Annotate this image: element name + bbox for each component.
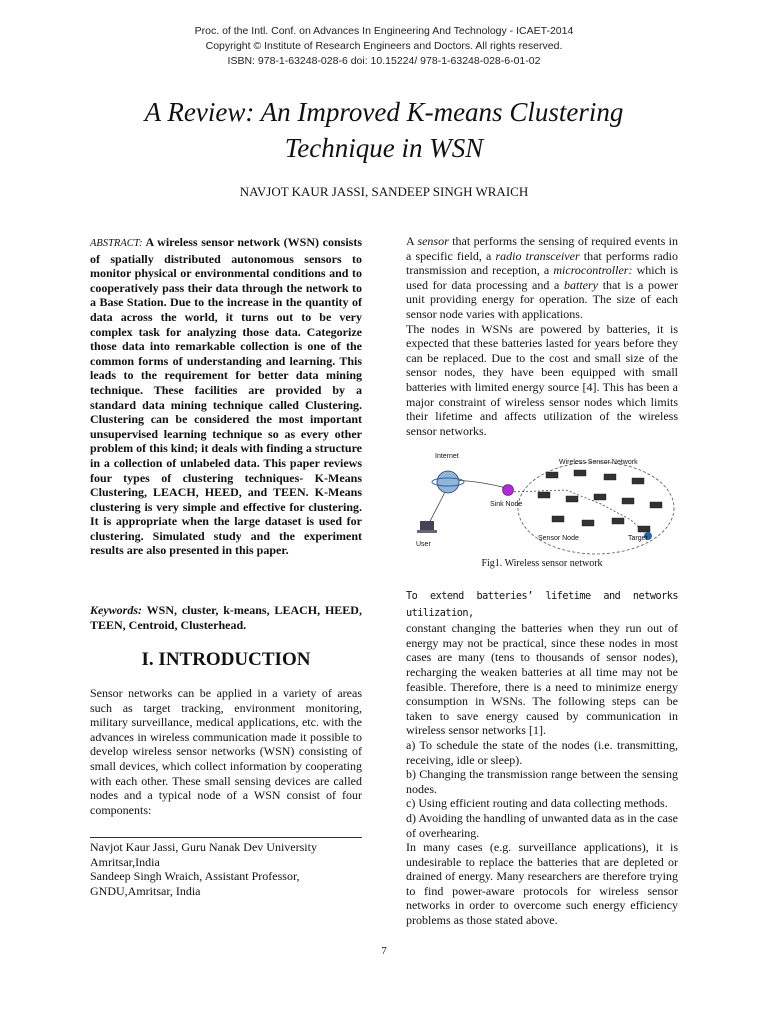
- step-c: c) Using efficient routing and data collecting methods.: [406, 796, 668, 811]
- sensor-node-icon: [650, 502, 662, 508]
- battery-paragraph: The nodes in WSNs are powered by batteries, it is expected that these batteries lasted for years before they can be replaced. Due to the cost and small size of the sensor nodes, they have been equipped with small batteries with limited energy source [4]. This has been a major constraint of wireless sensor nodes which limits their lifetime and affects utilization of the wireless sensor networks.: [406, 321, 678, 438]
- author-list: NAVJOT KAUR JASSI, SANDEEP SINGH WRAICH: [239, 184, 529, 199]
- header-isbn: ISBN: 978-1-63248-028-6 doi: 10.15224/ 978-1-63248-028-6-01-02: [227, 55, 541, 67]
- figure-wireless-sensor-network: [406, 450, 678, 556]
- header-copyright: Copyright © Institute of Research Engineers and Doctors. All rights reserved.: [205, 40, 563, 52]
- page-header: [0, 24, 768, 69]
- label-sink-node: Sink Node: [490, 501, 523, 508]
- term-sensor: sensor: [417, 234, 449, 248]
- sensor-node-icons: [538, 470, 662, 532]
- paper-title: [60, 94, 708, 166]
- step-b: b) Changing the transmission range between the sensing nodes.: [406, 767, 678, 796]
- footnote-line-2: Amritsar,India: [90, 854, 160, 869]
- keywords: [90, 603, 362, 632]
- title-line-2: Technique in WSN: [284, 133, 484, 163]
- page-number: 7: [381, 945, 387, 957]
- sensor-node-icon: [574, 470, 586, 476]
- sensor-node-icon: [594, 494, 606, 500]
- section-heading-introduction: I. INTRODUCTION: [141, 649, 311, 670]
- sensor-node-icon: [546, 472, 558, 478]
- label-sensor-node: Sensor Node: [538, 535, 579, 542]
- step-a: a) To schedule the state of the nodes (i.e. transmitting, receiving, idle or sleep).: [406, 737, 678, 767]
- user-laptop-screen-icon: [420, 521, 434, 530]
- sensor-components-paragraph: A sensor that performs the sensing of required events in a specific field, a radio transceiver that performs radio transmission and reception, a microcontroller: which is used for data processing and a battery that is a power unit providing energy for operation. The size of each sensor node varies with applications.: [406, 234, 679, 321]
- right-column-top: [406, 234, 678, 438]
- label-internet: Internet: [435, 453, 459, 460]
- keywords-text: WSN, cluster, k-means, LEACH, HEED, TEEN, Centroid, Clusterhead.: [90, 603, 362, 632]
- abstract: [90, 235, 362, 558]
- label-target: Target: [628, 535, 648, 542]
- link-internet-user: [428, 490, 446, 525]
- wsn-diagram: [406, 450, 678, 556]
- user-laptop-base-icon: [417, 530, 437, 533]
- energy-paragraph: constant changing the batteries when they run out of energy may not be practical, since these nodes in most cases are many (tens to thousands of sensor nodes), recharging the weaken batteries at all time may not be feasible. Therefore, there is a need to minimize energy consumption in WSNs. The following steps can be taken to save energy caused by communication in wireless sensor networks [1].: [406, 621, 678, 738]
- term-radio-transceiver: radio transceiver: [495, 248, 580, 263]
- label-user: User: [416, 541, 431, 548]
- sensor-node-icon: [622, 498, 634, 504]
- sensor-node-icon: [638, 526, 650, 532]
- term-battery: battery: [564, 277, 599, 292]
- header-conference: Proc. of the Intl. Conf. on Advances In Engineering And Technology - ICAET-2014: [194, 25, 574, 37]
- introduction-paragraph: Sensor networks can be applied in a variety of areas such as target tracking, environment monitoring, military surveillance, medical applications, etc. with the advances in wireless communication made it possible to develop wireless sensor networks (WSN) consisting of small devices, which collect information by cooperating with each other. These small sensing devices are called nodes and a typical node of a WSN consist of four components:: [90, 686, 362, 817]
- surveillance-paragraph: In many cases (e.g. surveillance applications), it is undesirable to replace the batteries that are depleted or drained of energy. Many researchers are therefore trying to find power-aware protocols for wireless sensor networks in order to overcome such energy efficiency problems as those stated above.: [406, 840, 678, 928]
- title-line-1: A Review: An Improved K-means Clustering: [144, 97, 624, 127]
- step-d: d) Avoiding the handling of unwanted data as in the case of overhearing.: [406, 810, 678, 840]
- sensor-node-icon: [582, 520, 594, 526]
- figure-caption: Fig1. Wireless sensor network: [481, 558, 603, 569]
- sensor-node-icon: [552, 516, 564, 522]
- abstract-label: ABSTRACT:: [90, 238, 143, 249]
- author-footnote: [90, 840, 362, 898]
- right-column-bottom: [406, 588, 678, 928]
- footnote-line-4: GNDU,Amritsar, India: [90, 883, 201, 898]
- sensor-node-icon: [566, 496, 578, 502]
- footnote-divider: [90, 837, 362, 838]
- sensor-node-icon: [604, 474, 616, 480]
- sink-node-icon: [503, 485, 514, 496]
- footnote-line-1: Navjot Kaur Jassi, Guru Nanak Dev University: [90, 840, 317, 854]
- label-wsn: Wireless Sensor Network: [559, 459, 638, 466]
- sensor-node-icon: [612, 518, 624, 524]
- footnote-line-3: Sandeep Singh Wraich, Assistant Professor,: [90, 869, 300, 884]
- abstract-text: A wireless sensor network (WSN) consists of spatially distributed autonomous sensors to monitor physical or environmental conditions and to cooperatively pass their data through the network to a Base Station. Due to the increase in the quantity of data across the world, it turns out to be very complex task for analyzing those data. Categorize those data into remarkable collection is one of the common forms of understanding and learning. This leads to the requirement for better data mining technique. These facilities are provided by a standard data mining technique called Clustering. Clustering can be considered the most important unsupervised learning technique so as every other problem of this kind; it deals with finding a structure in a collection of unlabeled data. This paper reviews four types of clustering techniques- K-Means Clustering, LEACH, HEED, and TEEN. K-Means clustering is very simple and effective for clustering. It is appropriate when the large dataset is used for clustering. Simulated study and the experiment results are also presented in this paper.: [90, 235, 362, 558]
- energy-lead-line: To extend batteries’ lifetime and networks utilization,: [406, 591, 678, 619]
- term-microcontroller: microcontroller:: [553, 263, 633, 278]
- sensor-node-icon: [538, 492, 550, 498]
- keywords-label: Keywords:: [90, 603, 142, 617]
- sensor-node-icon: [632, 478, 644, 484]
- internet-globe-icon: [437, 471, 459, 493]
